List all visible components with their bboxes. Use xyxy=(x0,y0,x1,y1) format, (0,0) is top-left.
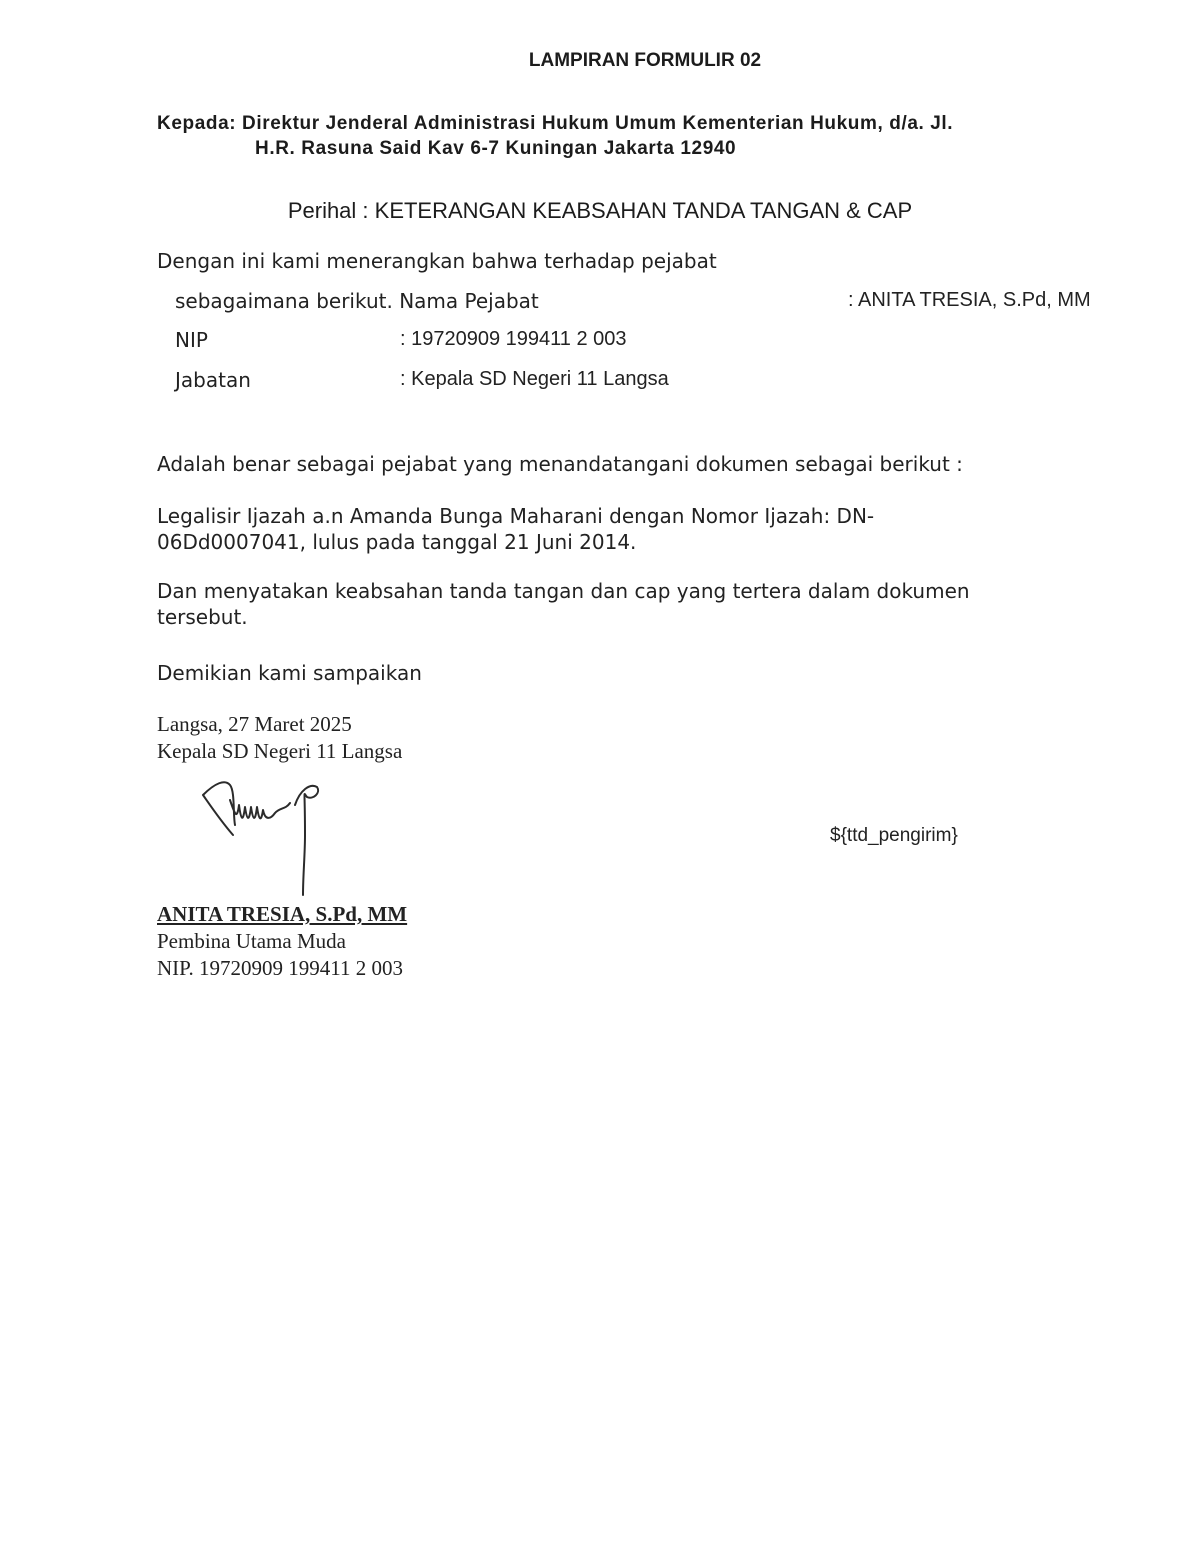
statement-text: Adalah benar sebagai pejabat yang menandatangani dokumen sebagai berikut : xyxy=(157,452,963,476)
handwritten-signature xyxy=(195,775,330,900)
signer-rank: Pembina Utama Muda xyxy=(157,929,346,953)
document-description: Legalisir Ijazah a.n Amanda Bunga Maharani dengan Nomor Ijazah: DN-06Dd0007041, lulus pada tanggal 21 Juni 2014. xyxy=(157,504,875,554)
intro-text: Dengan ini kami menerangkan bahwa terhadap pejabat xyxy=(157,249,717,273)
signature-placeholder: ${ttd_pengirim} xyxy=(830,825,958,846)
closing-text: Demikian kami sampaikan xyxy=(157,661,422,685)
validity-text: Dan menyatakan keabsahan tanda tangan dan cap yang tertera dalam dokumen tersebut. xyxy=(157,579,970,629)
position-label: Jabatan xyxy=(175,368,251,392)
name-label: sebagaimana berikut. Nama Pejabat xyxy=(175,289,539,313)
position-value: : Kepala SD Negeri 11 Langsa xyxy=(400,368,669,390)
recipient-line-1: Kepada: Direktur Jenderal Administrasi Hukum Umum Kementerian Hukum, d/a. Jl. xyxy=(157,113,954,134)
recipient-line-2: H.R. Rasuna Said Kav 6-7 Kuningan Jakarta 12940 xyxy=(255,138,737,159)
nip-value: : 19720909 199411 2 003 xyxy=(400,328,627,350)
subject-heading: Perihal : KETERANGAN KEABSAHAN TANDA TANGAN & CAP xyxy=(287,198,913,223)
form-title: LAMPIRAN FORMULIR 02 xyxy=(528,50,762,71)
name-value: : ANITA TRESIA, S.Pd, MM xyxy=(848,289,1091,311)
nip-label: NIP xyxy=(175,328,208,352)
signer-name: ANITA TRESIA, S.Pd, MM xyxy=(157,902,408,926)
signer-nip: NIP. 19720909 199411 2 003 xyxy=(157,956,403,980)
signer-title: Kepala SD Negeri 11 Langsa xyxy=(157,739,403,763)
place-date: Langsa, 27 Maret 2025 xyxy=(157,712,352,736)
